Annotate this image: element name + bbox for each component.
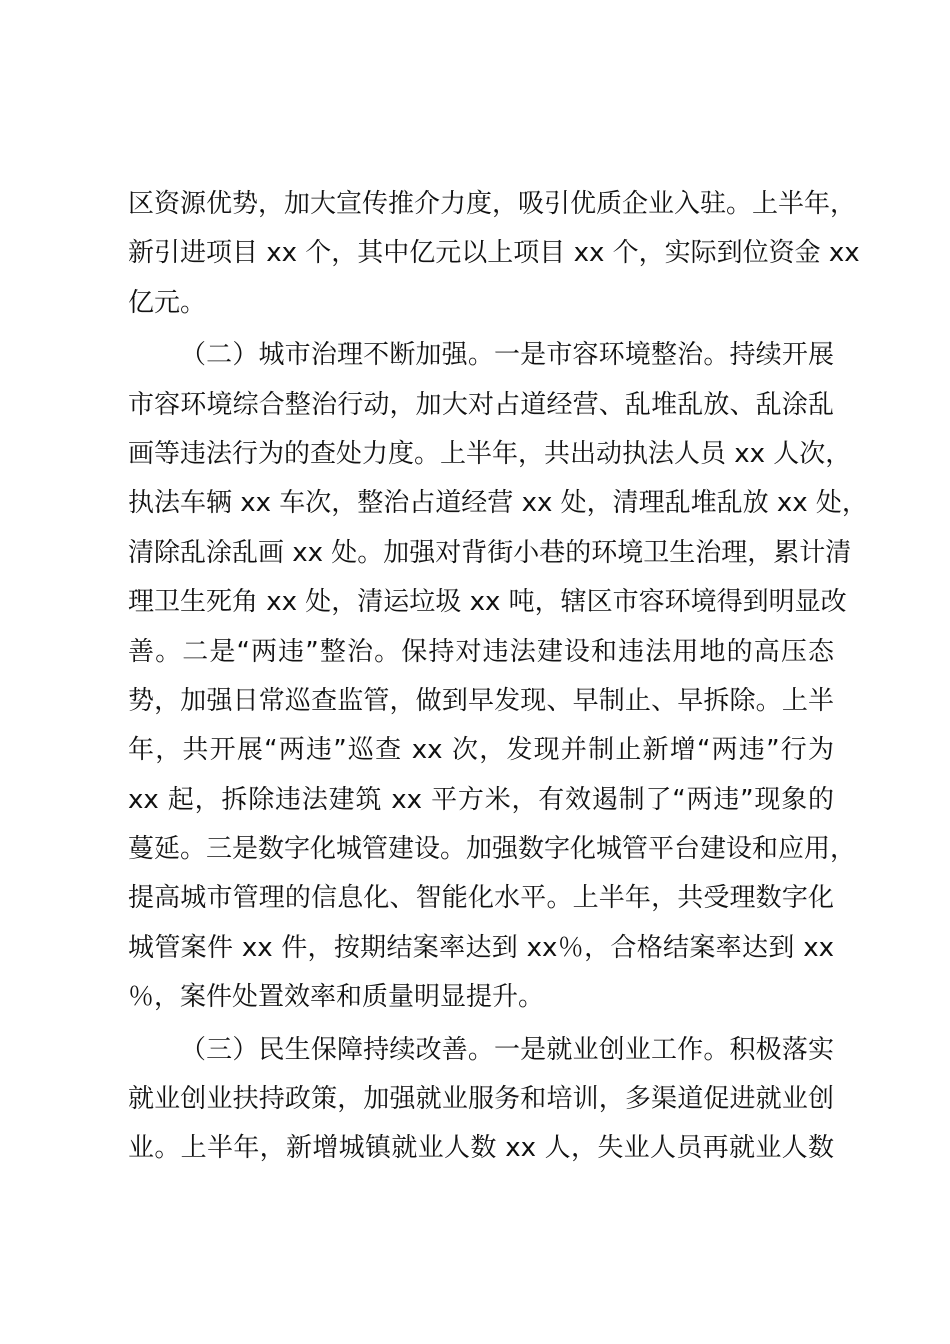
p2-line-12: 提高城市管理的信息化、智能化水平。上半年，共受理数字化 <box>128 883 834 914</box>
p2-line-9: 年，共开展“两违”巡查 xx 次，发现并制止新增“两违”行为 <box>128 735 834 766</box>
p3-line-3: 业。上半年，新增城镇就业人数 xx 人，失业人员再就业人数 <box>128 1133 834 1164</box>
p2-line-11: 蔓延。三是数字化城管建设。加强数字化城管平台建设和应用， <box>128 834 857 865</box>
p2-line-2: 市容环境综合整治行动，加大对占道经营、乱堆乱放、乱涂乱 <box>128 389 834 420</box>
p2-line-10: xx 起，拆除违法建筑 xx 平方米，有效遏制了“两违”现象的 <box>128 784 834 815</box>
p1-line-2: 新引进项目 xx 个，其中亿元以上项目 xx 个，实际到位资金 xx <box>128 238 860 269</box>
p2-line-13: 城管案件 xx 件，按期结案率达到 xx％，合格结案率达到 xx <box>128 932 834 963</box>
p3-line-2: 就业创业扶持政策，加强就业服务和培训，多渠道促进就业创 <box>128 1084 834 1115</box>
p2-line-14: ％，案件处置效率和质量明显提升。 <box>128 982 545 1013</box>
p2-line-7: 善。二是“两违”整治。保持对违法建设和违法用地的高压态 <box>128 636 834 667</box>
p2-line-3: 画等违法行为的查处力度。上半年，共出动执法人员 xx 人次， <box>128 438 852 469</box>
p1-line-1: 区资源优势，加大宣传推介力度，吸引优质企业入驻。上半年， <box>128 189 857 219</box>
p3-line-1: （三）民生保障持续改善。一是就业创业工作。积极落实 <box>180 1034 834 1065</box>
p2-line-4: 执法车辆 xx 车次，整治占道经营 xx 处，清理乱堆乱放 xx 处， <box>128 488 868 519</box>
p1-line-3: 亿元。 <box>128 287 207 318</box>
document-body <box>128 180 868 1174</box>
p2-line-6: 理卫生死角 xx 处，清运垃圾 xx 吨，辖区市容环境得到明显改 <box>128 587 847 618</box>
p2-line-8: 势，加强日常巡查监管，做到早发现、早制止、早拆除。上半 <box>128 685 834 716</box>
p2-line-5: 清除乱涂乱画 xx 处。加强对背街小巷的环境卫生治理，累计清 <box>128 537 852 568</box>
p2-line-1: （二）城市治理不断加强。一是市容环境整治。持续开展 <box>180 340 834 371</box>
